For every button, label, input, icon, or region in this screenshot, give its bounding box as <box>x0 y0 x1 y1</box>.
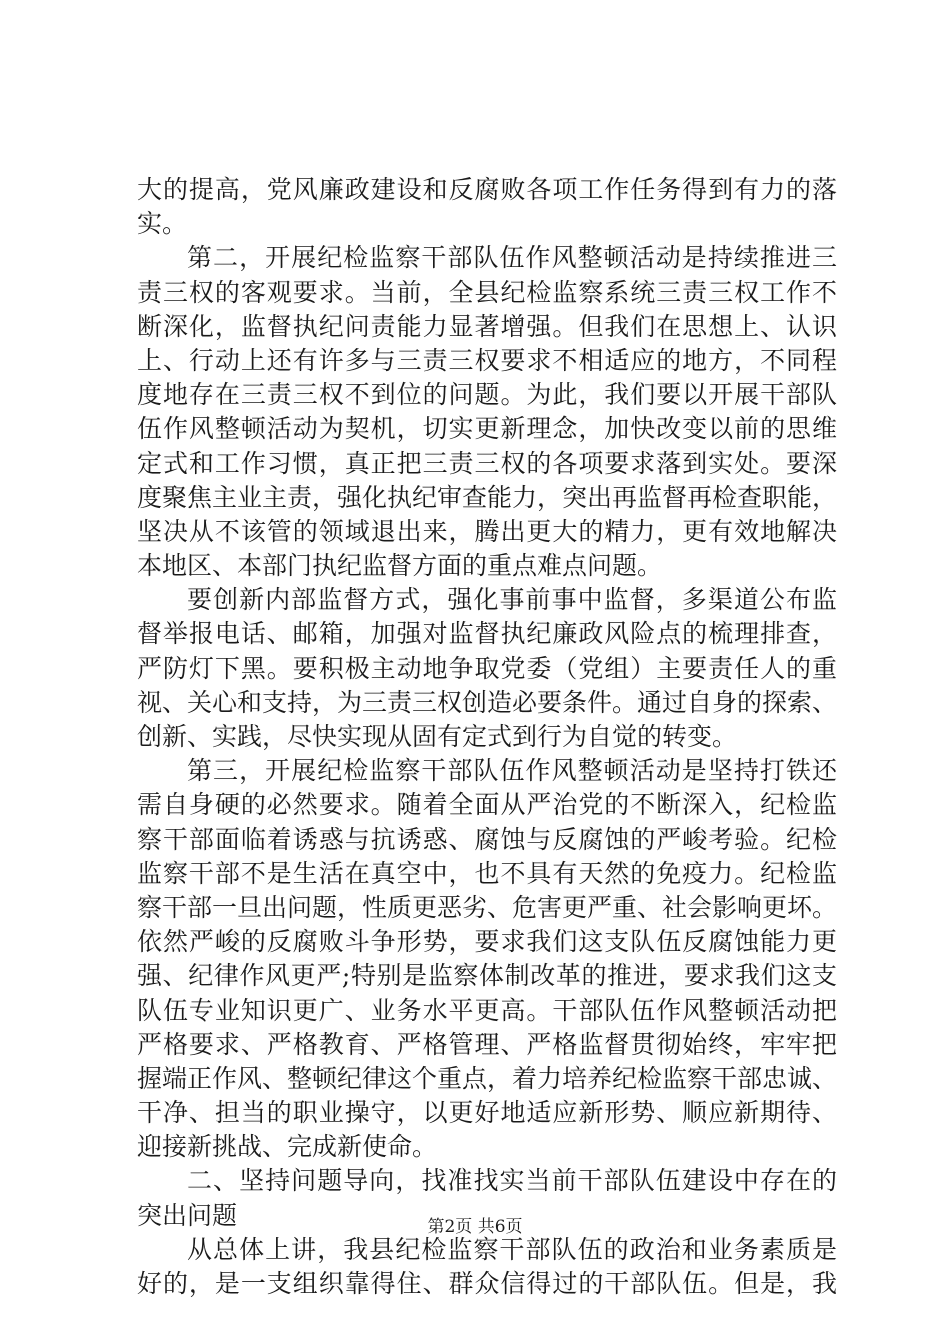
text-line: 察干部面临着诱惑与抗诱惑、腐蚀与反腐蚀的严峻考验。纪检 <box>137 824 837 854</box>
text-line: 严防灯下黑。要积极主动地争取党委（党组）主要责任人的重 <box>137 653 837 683</box>
text-line: 坚决从不该管的领域退出来，腾出更大的精力，更有效地解决 <box>137 516 837 546</box>
text-line: 度地存在三责三权不到位的问题。为此，我们要以开展干部队 <box>137 380 837 410</box>
text-line: 握端正作风、整顿纪律这个重点，着力培养纪检监察干部忠诚、 <box>137 1063 838 1093</box>
text-line: 实。 <box>137 209 188 239</box>
text-line: 依然严峻的反腐败斗争形势，要求我们这支队伍反腐蚀能力更 <box>137 927 837 957</box>
text-line: 度聚焦主业主责，强化执纪审查能力，突出再监督再检查职能， <box>137 482 838 512</box>
text-line: 察干部一旦出问题，性质更恶劣、危害更严重、社会影响更坏。 <box>137 892 838 922</box>
text-line: 大的提高，党风廉政建设和反腐败各项工作任务得到有力的落 <box>137 175 837 204</box>
page-footer: 第2页 共6页 <box>427 1217 523 1237</box>
text-line: 好的，是一支组织靠得住、群众信得过的干部队伍。但是，我 <box>137 1269 837 1298</box>
text-line: 第二，开展纪检监察干部队伍作风整顿活动是持续推进三 <box>187 243 837 273</box>
text-line: 突出问题 <box>137 1200 238 1230</box>
text-line: 伍作风整顿活动为契机，切实更新理念，加快改变以前的思维 <box>137 414 837 444</box>
text-line: 视、关心和支持，为三责三权创造必要条件。通过自身的探索、 <box>137 687 838 717</box>
text-line: 强、纪律作风更严;特别是监察体制改革的推进，要求我们这支 <box>137 961 837 991</box>
text-line: 创新、实践，尽快实现从固有定式到行为自觉的转变。 <box>137 722 738 751</box>
text-line: 上、行动上还有许多与三责三权要求不相适应的地方，不同程 <box>137 345 837 375</box>
text-line: 定式和工作习惯，真正把三责三权的各项要求落到实处。要深 <box>137 448 837 478</box>
text-line: 督举报电话、邮箱，加强对监督执纪廉政风险点的梳理排查， <box>137 619 837 649</box>
text-line: 要创新内部监督方式，强化事前事中监督，多渠道公布监 <box>187 585 837 615</box>
text-line: 队伍专业知识更广、业务水平更高。干部队伍作风整顿活动把 <box>137 995 837 1025</box>
text-line: 监察干部不是生活在真空中，也不具有天然的免疫力。纪检监 <box>137 858 837 888</box>
text-line: 严格要求、严格教育、严格管理、严格监督贯彻始终，牢牢把 <box>137 1029 837 1059</box>
text-line: 二、坚持问题导向，找准找实当前干部队伍建设中存在的 <box>187 1166 837 1196</box>
text-line: 责三权的客观要求。当前，全县纪检监察系统三责三权工作不 <box>137 277 837 307</box>
text-line: 本地区、本部门执纪监督方面的重点难点问题。 <box>137 551 663 581</box>
text-line: 干净、担当的职业操守，以更好地适应新形势、顺应新期待、 <box>137 1098 837 1128</box>
text-line: 需自身硬的必然要求。随着全面从严治党的不断深入，纪检监 <box>137 790 837 820</box>
text-line: 迎接新挑战、完成新使命。 <box>137 1132 438 1162</box>
document-body <box>137 173 837 1301</box>
text-line: 断深化，监督执纪问责能力显著增强。但我们在思想上、认识 <box>137 311 837 341</box>
text-line: 从总体上讲，我县纪检监察干部队伍的政治和业务素质是 <box>187 1234 837 1264</box>
text-line: 第三，开展纪检监察干部队伍作风整顿活动是坚持打铁还 <box>187 756 837 786</box>
